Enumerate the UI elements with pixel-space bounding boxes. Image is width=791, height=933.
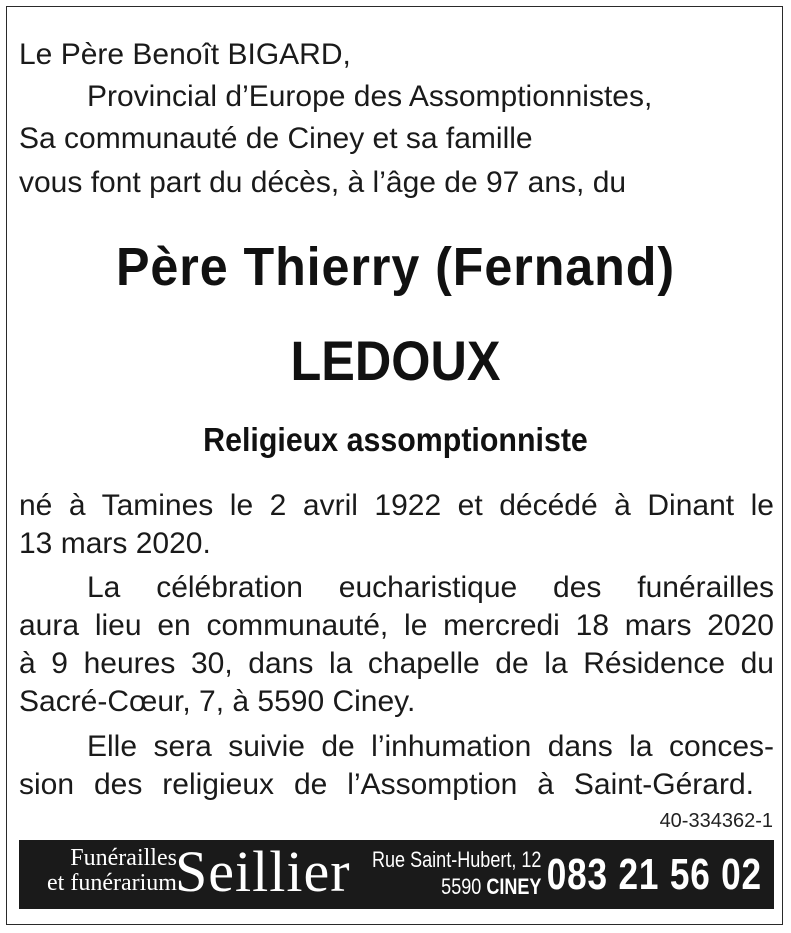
ceremony-line-4: Sacré-Cœur, 7, à 5590 Ciney. [19, 685, 416, 718]
funeral-home-label [47, 846, 177, 896]
deceased-surname: LEDOUX [290, 329, 501, 392]
funeral-home-label-line-2: et funérarium [47, 870, 177, 896]
header-line-4: vous font part du décès, à l’âge de 97 ans, du [19, 166, 627, 199]
funeral-home-label-line-1: Funérailles [70, 845, 177, 871]
funeral-home-banner [19, 840, 774, 909]
ceremony-line-1: La célébration eucharistique des funérailles [87, 571, 774, 604]
burial-line-2: sion des religieux de l’Assomption à Saint-Gérard. [19, 768, 754, 801]
burial-line-1: Elle sera suivie de l’inhumation dans la conces- [87, 730, 774, 763]
funeral-home-city: CINEY [486, 874, 542, 899]
funeral-home-postcode: 5590 [441, 874, 482, 899]
birth-line-1: né à Tamines le 2 avril 1922 et décédé à Dinant le [19, 489, 774, 522]
ceremony-line-3: à 9 heures 30, dans la chapelle de la Résidence du [19, 647, 774, 680]
birth-line-2: 13 mars 2020. [19, 527, 211, 560]
funeral-home-street: Rue Saint-Hubert, 12 [372, 847, 542, 872]
funeral-home-phone: 083 21 56 02 [546, 850, 762, 899]
header-line-1: Le Père Benoît BIGARD, [19, 38, 351, 71]
funeral-home-address [372, 846, 541, 900]
ceremony-line-2: aura lieu en communauté, le mercredi 18 mars 2020 [19, 609, 774, 642]
reference-number: 40-334362-1 [659, 810, 773, 832]
deceased-name-line-1: Père Thierry (Fernand) [115, 237, 676, 297]
header-line-3: Sa communauté de Ciney et sa famille [19, 122, 533, 155]
funeral-home-brand: Seillier [175, 839, 351, 904]
deceased-title: Religieux assomptionniste [203, 421, 588, 458]
header-line-2: Provincial d’Europe des Assomptionnistes, [87, 80, 653, 113]
